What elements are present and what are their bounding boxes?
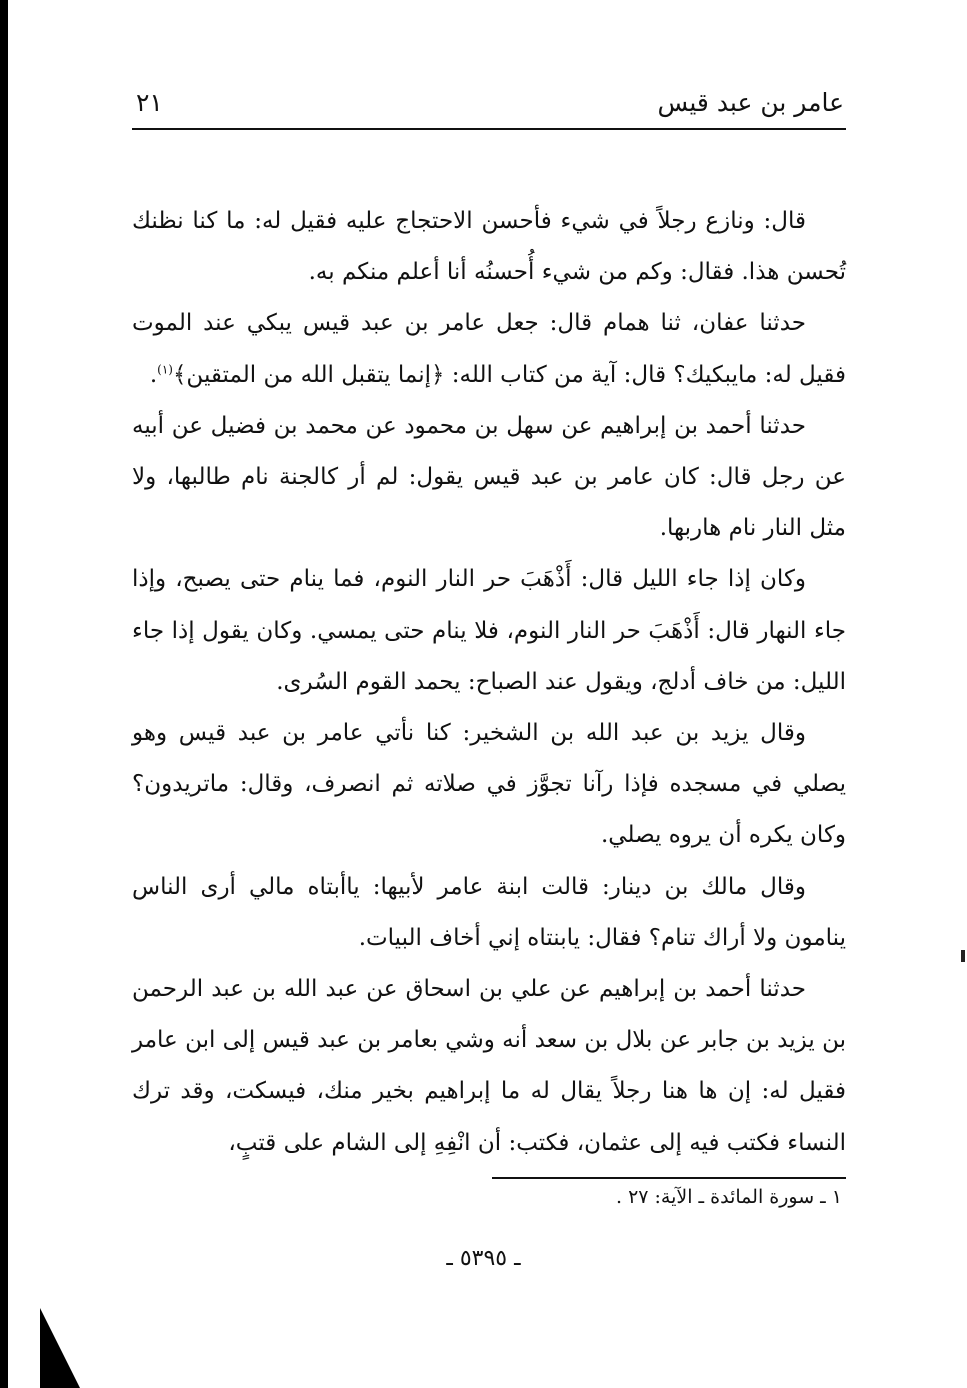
footnote: ١ ـ سورة المائدة ـ الآية: ٢٧ . <box>615 1186 842 1208</box>
paragraph: وكان إذا جاء الليل قال: أَذْهَبَ حر النار النوم، فما ينام حتى يصبح، وإذا جاء النهار قال: أَذْهَبَ حر النار النوم، فلا ينام حتى يمسي. وكان يقول إذا جاء الليل: من خاف أدلج، ويقول عند الصباح: يحمد القوم السُرى. <box>132 566 846 695</box>
paragraph: حدثنا أحمد بن إبراهيم عن علي بن اسحاق عن عبد الله بن عبد الرحمن بن يزيد بن جابر عن بلال بن سعد أنه وشي بعامر بن عبد قيس إلى ابن عامر فقيل له: إن ها هنا رجلاً يقال له ما إبراهيم بخير منك، فيسكت، وقد ترك النساء فكتب فيه إلى عثمان، فكتب: أن انْفِهِ إلى الشام على قتبٍ، <box>132 976 846 1156</box>
header-title: عامر بن عبد قيس <box>657 88 844 117</box>
paragraph: وقال مالك بن دينار: قالت ابنة عامر لأبيها: ياأبتاه مالي أرى الناس ينامون ولا أراك تنام؟ فقال: يابنتاه إني أخاف البيات. <box>132 873 846 951</box>
page-code: ـ ٥٣٩٥ ـ <box>446 1246 521 1271</box>
scan-edge <box>0 0 8 1388</box>
scan-mark <box>961 950 965 962</box>
paragraph: قال: ونازع رجلاً في شيء فأحسن الاحتجاج عليه فقيل له: ما كنا نظنك تُحسن هذا. فقال: وكم من شيء أُحسنُه أنا أعلم منكم به. <box>132 208 846 286</box>
footnote-rule <box>492 1177 846 1179</box>
running-header <box>132 84 844 128</box>
paragraph: حدثنا عفان، ثنا همام قال: جعل عامر بن عبد قيس يبكي عند الموت فقيل له: مايبكيك؟ قال: آية من كتاب الله: ﴿إنما يتقبل الله من المتقين﴾$^{(١)}$. <box>132 310 846 388</box>
paragraph: حدثنا أحمد بن إبراهيم عن سهل بن محمود عن محمد بن فضيل عن أبيه عن رجل قال: كان عامر بن عبد قيس يقول: لم أر كالجنة نام طالبها، ولا مثل النار نام هاربها. <box>132 412 846 542</box>
paragraph: وقال يزيد بن عبد الله بن الشخير: كنا نأتي عامر بن عبد قيس وهو يصلي في مسجده فإذا رآنا تجوَّز في صلاته ثم انصرف، وقال: ماتريدون؟ وكان يكره أن يروه يصلي. <box>132 720 846 849</box>
footnote-marker: (١) <box>157 361 173 376</box>
scan-corner-mark <box>40 1308 80 1388</box>
page-number: ٢١ <box>136 88 163 117</box>
main-text <box>132 196 846 1169</box>
header-rule <box>132 128 846 130</box>
